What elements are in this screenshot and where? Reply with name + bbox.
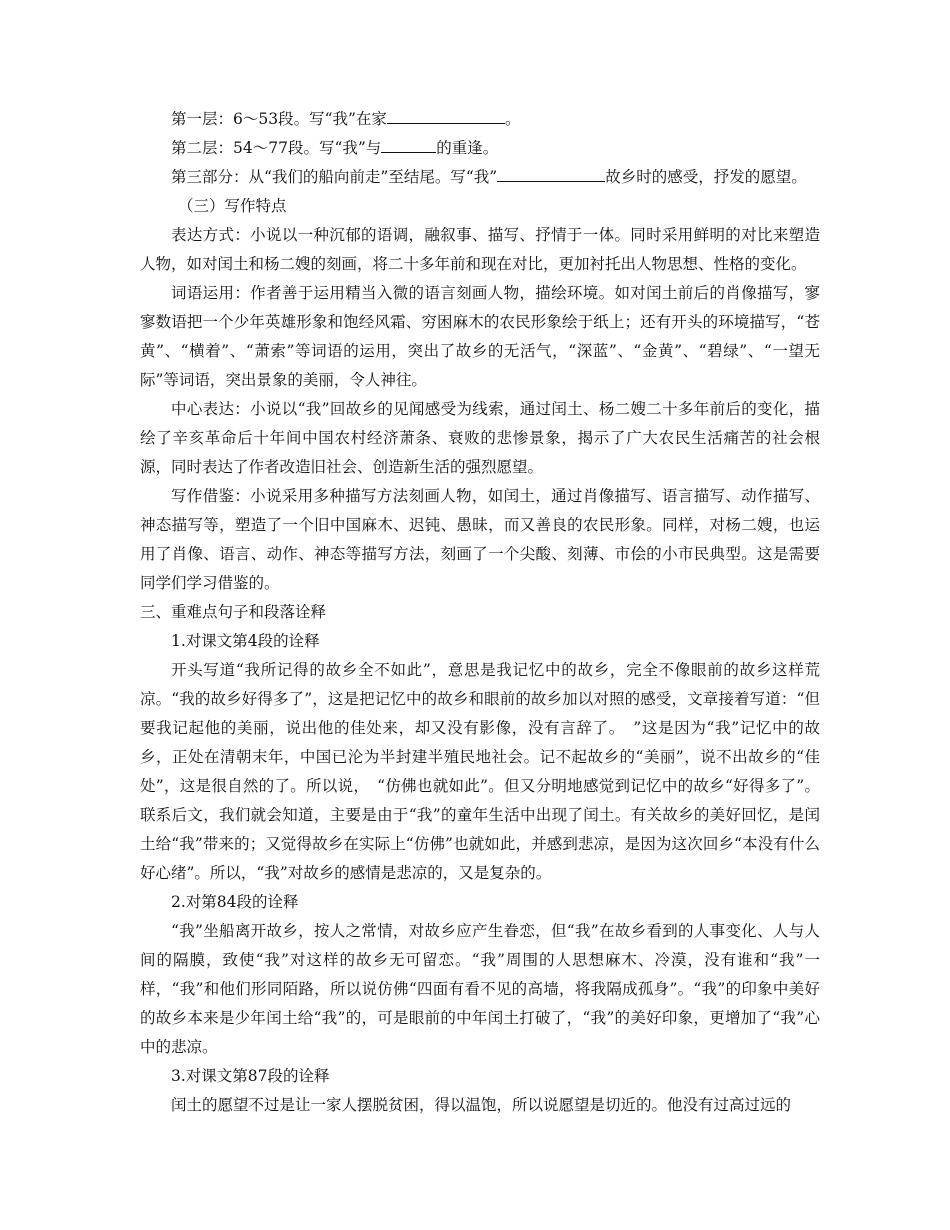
reference-paragraph: 写作借鉴：小说采用多种描写方法刻画人物，如闰土，通过肖像描写、语言描写、动作描写、神态描写等，塑造了一个旧中国麻木、迟钝、愚昧，而又善良的农民形象。同样，对杨二嫂，也运用了肖像、语言、动作、神态等描写方法，刻画了一个尖酸、刻薄、市侩的小市民典型。这是需要同学们学习借鉴的。 bbox=[140, 487, 820, 592]
layer-1-end: 。 bbox=[504, 110, 521, 128]
item-3-body: 闰土的愿望不过是让一家人摆脱贫困，得以温饱，所以说愿望是切近的。他没有过高过远的 bbox=[171, 1096, 792, 1114]
fill-blank-1 bbox=[387, 105, 505, 124]
layer-2-end: 的重逢。 bbox=[436, 139, 499, 157]
part-3-end: 故乡时的感受，抒发的愿望。 bbox=[605, 168, 807, 186]
theme-paragraph: 中心表达：小说以“我”回故乡的见闻感受为线索，通过闰土、杨二嫂二十多年前后的变化，描绘了辛亥革命后十年间中国农村经济萧条、衰败的悲惨景象，揭示了广大农民生活痛苦的社会根源，同时表达了作者改造旧社会、创造新生活的强烈愿望。 bbox=[140, 400, 820, 476]
writing-features-heading: （三）写作特点 bbox=[178, 197, 287, 215]
fill-blank-2 bbox=[381, 134, 436, 153]
section-3-heading: 三、重难点句子和段落诠释 bbox=[140, 603, 327, 621]
structure-part-3 bbox=[140, 163, 820, 192]
part-3-text: 第三部分：从“我们的船向前走”至结尾。写“我” bbox=[171, 168, 498, 186]
document-page bbox=[140, 105, 820, 1120]
structure-layer-1 bbox=[140, 105, 820, 134]
structure-layer-2 bbox=[140, 134, 820, 163]
item-1-title: 1.对课文第4段的诠释 bbox=[171, 632, 320, 650]
layer-2-text: 第二层：54～77段。写“我”与 bbox=[171, 139, 382, 157]
fill-blank-3 bbox=[497, 163, 605, 182]
item-1-body: 开头写道“我所记得的故乡全不如此”，意思是我记忆中的故乡，完全不像眼前的故乡这样荒凉。“我的故乡好得多了”，这是把记忆中的故乡和眼前的故乡加以对照的感受，文章接着写道：“但要我记起他的美丽，说出他的佳处来，却又没有影像，没有言辞了。 ”这是因为“我”记忆中的故乡，正处在清朝末年，中国已沦为半封建半殖民地社会。记不起故乡的“美丽”，说不出故乡的“佳处”，这是很自然的了。所以说， “仿佛也就如此”。但又分明地感觉到记忆中的故乡“好得多了”。联系后文，我们就会知道，主要是由于“我”的童年生活中出现了闰土。有关故乡的美好回忆，是闰土给“我”带来的；又觉得故乡在实际上“仿佛”也就如此，并感到悲凉，是因为这次回乡“本没有什么好心绪”。所以，“我”对故乡的感情是悲凉的，又是复杂的。 bbox=[140, 661, 820, 882]
item-3-title: 3.对课文第87段的诠释 bbox=[171, 1067, 330, 1085]
item-2-title: 2.对第84段的诠释 bbox=[171, 893, 299, 911]
expression-paragraph: 表达方式：小说以一种沉郁的语调，融叙事、描写、抒情于一体。同时采用鲜明的对比来塑造人物，如对闰土和杨二嫂的刻画，将二十多年前和现在对比，更加衬托出人物思想、性格的变化。 bbox=[140, 226, 820, 273]
wording-paragraph: 词语运用：作者善于运用精当入微的语言刻画人物，描绘环境。如对闰土前后的肖像描写，寥寥数语把一个少年英雄形象和饱经风霜、穷困麻木的农民形象绘于纸上；还有开头的环境描写，“苍黄”、“横着”、“萧索”等词语的运用，突出了故乡的无活气，“深蓝”、“金黄”、“碧绿”、“一望无际”等词语，突出景象的美丽，令人神往。 bbox=[140, 284, 820, 389]
layer-1-text: 第一层：6～53段。写“我”在家 bbox=[171, 110, 387, 128]
item-2-body: “我”坐船离开故乡，按人之常情，对故乡应产生眷恋，但“我”在故乡看到的人事变化、人与人间的隔膜，致使“我”对这样的故乡无可留恋。“我”周围的人思想麻木、冷漠，没有谁和“我”一样，“我”和他们形同陌路，所以说仿佛“四面有看不见的高墙，将我隔成孤身”。“我”的印象中美好的故乡本来是少年闰土给“我”的，可是眼前的中年闰土打破了，“我”的美好印象，更增加了“我”心中的悲凉。 bbox=[140, 922, 820, 1056]
